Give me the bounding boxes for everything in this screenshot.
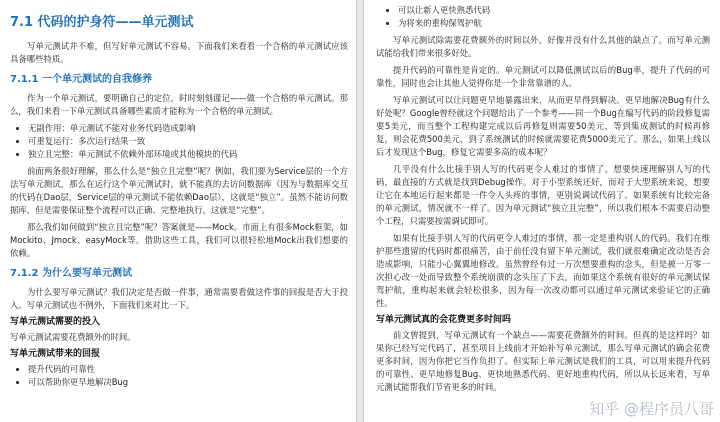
list-item: • 可以让新人更快熟悉代码 [398,4,710,17]
subheading-more-time: 写单元测试真的会花费更多时间吗 [376,315,512,325]
left-page [0,0,356,422]
page-gutter [356,0,364,422]
list-item: • 独立且完整：单元测试不依赖外部环境或其他模块的代码 [28,148,348,161]
section-paragraph: 写单元测试需要花费额外的时间。 [10,332,136,342]
section-paragraph: 前面两条很好理解，那么什么是“独立且完整”呢？例如，我们要为Service层的一个方法写单元测试，那么在运行这个单元测试时，就不能真的去访问数据库（因为与数据库交互的代码在Dao层，Service层的单元测试不能依赖Dao层），这就是“独立”。虽然不能访问数据库，但是需要保证整个流程可以正确、完整地执行，这就是“完整”。 [10,166,348,215]
returns-list-continued [376,4,710,30]
section-paragraph: 那么我们如何做到“独立且完整”呢？答案就是——Mock。市面上有很多Mock框架，如Mockito、Jmock、easyMock等。借助这些工具，我们可以很轻松地Mock出我们想要的依赖。 [10,222,348,258]
list-item: • 可重复运行：多次运行结果一致 [28,135,348,148]
chapter-title: 7.1 代码的护身符——单元测试 [10,15,194,30]
returns-list [10,363,348,389]
qualities-list [10,122,348,161]
body-paragraph: 前文曾提到，写单元测试有一个缺点——需要花费额外的时间。但真的是这样吗？如果你已经写完代码了，甚至项目上线前才开始补写单元测试，那么写单元测试的确会花费更多时间，因为你把它当作负担了。但实际上单元测试是我们的工具，可以用来提升代码的可靠性、更早地修复Bug、更快地熟悉代码、更好地重构代码，所以从长远来看，写单元测试能帮我们节省更多的时间。 [376,330,710,392]
body-paragraph: 写单元测试可以让问题更早地暴露出来，从而更早得到解决。更早地解决Bug有什么好处呢？Google曾经就这个问题给出了一个参考——同一个Bug在编写代码的阶段修复需要5美元，而当整个工程构建完成以后再修复则需要50美元，等到集成测试的时候再修复，则会花费500美元，到了系统测试的时候就需要花费5000美元了。那么，如果上线以后才发现这个Bug，修复它需要多高的成本呢？ [376,95,710,157]
list-item: • 可以帮助你更早地解决Bug [28,376,348,389]
right-page [364,0,720,422]
subheading-returns: 写单元测试带来的回报 [10,349,101,359]
intro-paragraph: 写单元测试并不难，但写好单元测试不容易。下面我们来看看一个合格的单元测试应该具备哪些特质。 [10,41,348,64]
section-paragraph: 为什么要写单元测试？我们决定是否做一件事，通常需要看做这件事的回报是否大于投入。写单元测试也不例外，下面我们来对比一下。 [10,287,348,310]
section-paragraph: 作为一个单元测试，要明确自己的定位，时时刻刻谨记——做一个合格的单元测试。那么，我们来看一下单元测试具备哪些素质才能称为一个合格的单元测试。 [10,93,348,116]
section-heading-7-1-2: 7.1.2 为什么要写单元测试 [10,268,132,279]
section-heading-7-1-1: 7.1.1 一个单元测试的自我修养 [10,74,152,85]
list-item: • 提升代码的可靠性 [28,363,348,376]
body-paragraph: 几乎没有什么比接手别人写的代码更令人难过的事情了。想要快速理解别人写的代码，最直接的方式就是找到Debug操作。对于小型系统还好，而对于大型系统来说，想要让它在本地运行起来都是一件令人头疼的事情，更别说调试代码了。如果系统有比较完备的单元测试，情况就不一样了。因为单元测试“独立且完整”，所以我们根本不需要启动整个工程，只需要按需调试即可。 [376,164,710,226]
body-paragraph: 写单元测试除需要花费额外的时间以外，好像并没有什么其他的缺点了。而写单元测试能给我们带来很多好处。 [376,35,710,58]
list-item: • 无副作用：单元测试不能对业务代码造成影响 [28,122,348,135]
watermark: 知乎 @程序员八哥 [589,400,714,418]
body-paragraph: 提升代码的可靠性是肯定的。单元测试可以降低测试以后的Bug率，提升了代码的可靠性，同时也会让其他人觉得你是一个非常靠谱的人。 [376,65,710,88]
body-paragraph: 如果有比接手别人写的代码更令人难过的事情，那一定是重构别人的代码。我们在维护那些遗留的代码时都很痛苦，由于前任没有留下单元测试，我们就很难确定改动是否会造成影响，只能小心翼翼地修改。虽然曾经有过一万次想要重构的念头，但是被一万零一次担心改一处而导致整个系统崩溃的念头压了下去。而如果这个系统有很好的单元测试保驾护航，重构起来就会轻松很多，因为每一次改动都可以通过单元测试来验证它的正确性。 [376,233,710,308]
list-item: • 为将来的重构保驾护航 [398,17,710,30]
subheading-investment: 写单元测试需要的投入 [10,317,101,327]
